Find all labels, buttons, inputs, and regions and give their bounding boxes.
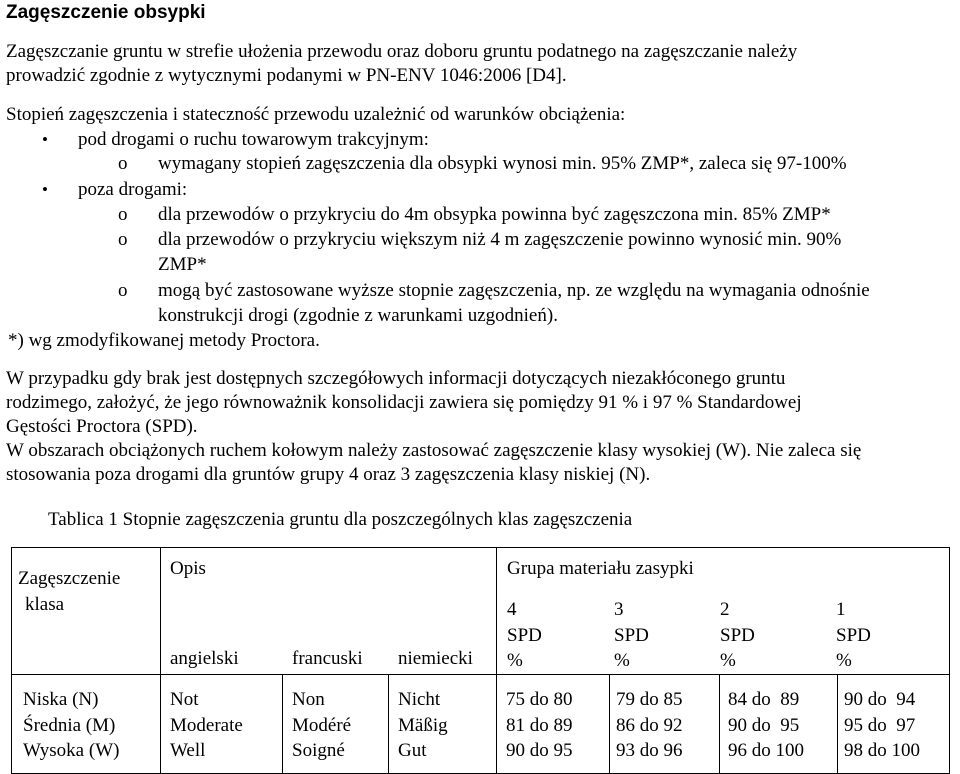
group-1-pct: %	[836, 650, 852, 671]
header-class-line-1: Zagęszczenie	[18, 568, 121, 589]
header-class-cell	[12, 548, 161, 675]
table-caption: Tablica 1 Stopnie zagęszczenia gruntu dla poszczególnych klas zagęszczenia	[48, 509, 633, 530]
paragraph-line: Gęstości Proctora (SPD).	[6, 416, 198, 437]
group-3-unit: SPD	[614, 625, 649, 646]
sub-bullet-icon: o	[118, 280, 128, 301]
intro-line-1: Zagęszczanie gruntu w strefie ułożenia przewodu oraz doboru gruntu podatnego na zagęszczanie należy	[6, 41, 798, 62]
intro-line-2: prowadzić zgodnie z wytycznymi podanymi w PN-ENV 1046:2006 [D4].	[6, 65, 567, 86]
group-4-cell	[497, 675, 610, 774]
sub-item-text: dla przewodów o przykryciu większym niż 4 m zagęszczenie powinno wynosić min. 90%	[158, 229, 842, 250]
group-2-value: 90 do 95	[728, 715, 800, 736]
english-value: Not	[170, 689, 199, 710]
group-2-value: 84 do 89	[728, 689, 800, 710]
group-4-num: 4	[507, 599, 517, 620]
group-3-value: 79 do 85	[616, 689, 683, 710]
compaction-table	[11, 547, 950, 774]
paragraph-line: W przypadku gdy brak jest dostępnych szczegółowych informacji dotyczących niezakłóconego gruntu	[6, 368, 786, 389]
group-3-cell	[610, 675, 720, 774]
footnote: *) wg zmodyfikowanej metody Proctora.	[8, 330, 320, 351]
german-cell	[389, 675, 497, 774]
group-2-num: 2	[720, 599, 730, 620]
group-4-pct: %	[507, 650, 523, 671]
group-1-value: 95 do 97	[844, 715, 916, 736]
group-3-value: 93 do 96	[616, 740, 683, 761]
sub-item-text: ZMP*	[158, 254, 207, 275]
group-2-value: 96 do 100	[728, 740, 805, 761]
french-cell	[283, 675, 389, 774]
group-1-value: 98 do 100	[844, 740, 921, 761]
group-2-unit: SPD	[720, 625, 755, 646]
group-1-cell	[838, 675, 950, 774]
group-2-pct: %	[720, 650, 736, 671]
group-1-num: 1	[836, 599, 846, 620]
bullet-icon: •	[42, 180, 48, 199]
sub-item-text: mogą być zastosowane wyższe stopnie zagęszczenia, np. ze względu na wymagania odnośnie	[158, 280, 870, 301]
class-cell	[12, 675, 161, 774]
french-value: Modéré	[292, 715, 352, 736]
group-1-value: 90 do 94	[844, 689, 916, 710]
bullet-label: pod drogami o ruchu towarowym trakcyjnym:	[78, 129, 429, 150]
header-lang-english: angielski	[170, 648, 239, 669]
class-high: Wysoka (W)	[23, 740, 120, 761]
group-4-value: 75 do 80	[506, 689, 573, 710]
header-class-line-2: klasa	[25, 594, 65, 615]
section-title: Zagęszczenie obsypki	[6, 2, 206, 23]
german-value: Gut	[398, 740, 427, 761]
group-3-num: 3	[614, 599, 624, 620]
bullet-icon: •	[42, 130, 48, 149]
header-group-cell	[497, 548, 950, 675]
class-low: Niska (N)	[23, 689, 99, 710]
group-1-unit: SPD	[836, 625, 871, 646]
header-lang-german: niemiecki	[398, 648, 473, 669]
paragraph-line: stosowania poza drogami dla gruntów grupy 4 oraz 3 zagęszczenia klasy niskiej (N).	[6, 464, 651, 485]
french-value: Soigné	[292, 740, 345, 761]
class-medium: Średnia (M)	[23, 715, 116, 736]
paragraph-line: rodzimego, założyć, że jego równoważnik konsolidacji zawiera się pomiędzy 91 % i 97 % Standardowej	[6, 392, 802, 413]
sub-bullet-icon: o	[118, 229, 128, 250]
group-3-pct: %	[614, 650, 630, 671]
degree-intro: Stopień zagęszczenia i stateczność przewodu uzależnić od warunków obciążenia:	[6, 104, 626, 125]
german-value: Mäßig	[398, 715, 448, 736]
english-cell	[161, 675, 283, 774]
group-4-value: 81 do 89	[506, 715, 573, 736]
german-value: Nicht	[398, 689, 441, 710]
sub-bullet-icon: o	[118, 204, 128, 225]
group-3-value: 86 do 92	[616, 715, 683, 736]
bullet-label: poza drogami:	[78, 179, 188, 200]
english-value: Well	[170, 740, 206, 761]
sub-bullet-icon: o	[118, 153, 128, 174]
english-value: Moderate	[170, 715, 243, 736]
sub-item-text: dla przewodów o przykryciu do 4m obsypka powinna być zagęszczona min. 85% ZMP*	[158, 204, 831, 225]
sub-item-text: wymagany stopień zagęszczenia dla obsypki wynosi min. 95% ZMP*, zaleca się 97-100%	[158, 153, 847, 174]
group-4-value: 90 do 95	[506, 740, 573, 761]
header-desc-title: Opis	[170, 558, 206, 579]
french-value: Non	[292, 689, 325, 710]
header-desc-cell	[161, 548, 497, 675]
header-group-title: Grupa materiału zasypki	[507, 558, 694, 579]
sub-item-text: konstrukcji drogi (zgodnie z warunkami uzgodnień).	[158, 305, 558, 326]
paragraph-line: W obszarach obciążonych ruchem kołowym należy zastosować zagęszczenie klasy wysokiej (W). Nie zaleca się	[6, 440, 862, 461]
header-lang-french: francuski	[292, 648, 363, 669]
group-4-unit: SPD	[507, 625, 542, 646]
group-2-cell	[720, 675, 838, 774]
